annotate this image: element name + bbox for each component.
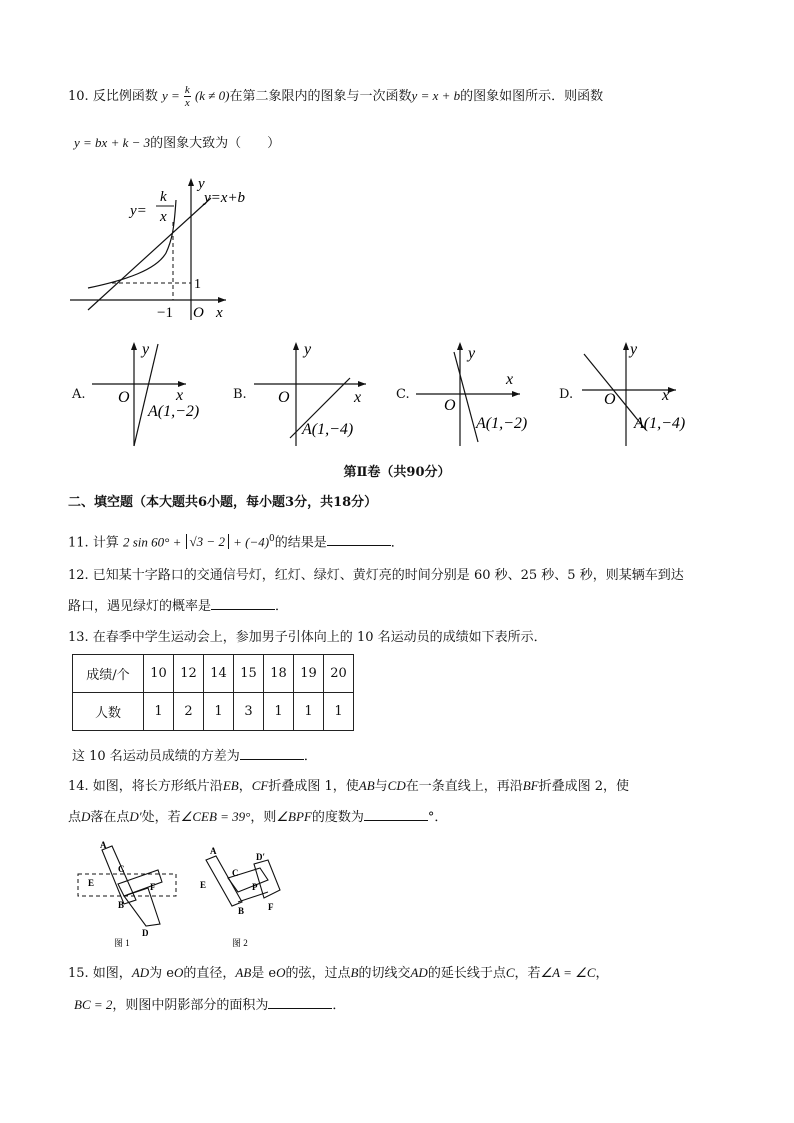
fig1-caption: 图 1 [114, 938, 130, 948]
hyperbola-label-num: k [160, 189, 167, 205]
fig2-strip-left [206, 856, 242, 906]
table-cell: 2 [174, 693, 204, 731]
fig2-label-d-prime: D′ [256, 852, 266, 862]
option-a-line [134, 344, 158, 446]
fig2-label-b: B [238, 906, 245, 916]
option-d-point-label: A(1,−4) [634, 415, 686, 432]
main-one-label: 1 [194, 277, 201, 292]
option-c-graph [410, 338, 545, 450]
fig2-label-e: E [200, 880, 207, 890]
fig2-label-f: F [268, 902, 274, 912]
table-cell: 19 [294, 655, 324, 693]
q12-answer-blank [211, 597, 275, 610]
option-b-x-arrow [358, 381, 366, 387]
q10-line1: 10. 反比例函数 y = $\frac{k}{x}$ (k ≠ 0)在第二象限内的图象与一次函数y = x + b的图象如图所示．则函数 [68, 84, 604, 109]
option-d-y-arrow [623, 342, 629, 350]
option-c-letter: C. [396, 387, 410, 402]
option-c-x-arrow [512, 391, 520, 397]
q10-line2: y = bx + k − 3的图象大致为（ ） [74, 135, 281, 151]
option-a-y-label: y [142, 341, 150, 358]
option-d-origin: O [604, 391, 616, 408]
option-d-graph [576, 338, 711, 450]
option-a-point-label: A(1,−2) [148, 403, 200, 420]
table-cell: 1 [324, 693, 354, 731]
fig2-label-c: C [232, 868, 239, 878]
table-cell: 1 [294, 693, 324, 731]
main-y-arrow [188, 178, 194, 186]
option-a-letter: A. [72, 387, 86, 402]
main-origin-label: O [193, 305, 204, 321]
table-cell: 1 [144, 693, 174, 731]
table-header-count: 人数 [73, 693, 144, 731]
fig1-label-d: D [142, 928, 149, 938]
option-c-origin: O [444, 397, 456, 414]
option-a-x-label: x [176, 387, 184, 404]
q14-line1: 14. 如图，将长方形纸片沿EB，CF折叠成图 1，使AB与CD在一条直线上，再沿BF折叠成图 2，使 [68, 778, 630, 794]
hyperbola-label-den: x [160, 209, 167, 225]
option-c-y-label: y [468, 345, 476, 362]
table-cell: 20 [324, 655, 354, 693]
q10-fraction: $\frac{k}{x}$ [184, 84, 190, 109]
q14-line2: 点D落在点D′处，若∠CEB = 39°，则∠BPF的度数为 °． [68, 809, 448, 825]
main-x-label: x [216, 305, 223, 321]
option-b-x-label: x [354, 389, 362, 406]
option-c-y-arrow [457, 342, 463, 350]
option-a-origin: O [118, 389, 130, 406]
q13-score-table [72, 654, 354, 731]
q14-figure-1 [72, 838, 182, 950]
table-header-score: 成绩/个 [73, 655, 144, 693]
fig1-label-c: C [118, 864, 125, 874]
option-d-x-arrow [668, 387, 676, 393]
q15-line1: 15. 如图，AD为 eO的直径，AB是 eO的弦，过点B的切线交AD的延长线于点C，若∠A = ∠C， [68, 965, 609, 981]
q12-line1: 12. 已知某十字路口的交通信号灯，红灯、绿灯、黄灯亮的时间分别是 60 秒、25 秒、5 秒，则某辆车到达 [68, 568, 684, 583]
table-cell: 14 [204, 655, 234, 693]
option-b-point-label: A(1,−4) [302, 421, 354, 438]
option-d-x-label: x [662, 387, 670, 404]
option-a-y-arrow [131, 342, 137, 350]
table-row [73, 693, 354, 731]
fig2-caption: 图 2 [232, 938, 248, 948]
main-x-arrow [218, 297, 226, 303]
main-neg1-label: −1 [157, 305, 173, 321]
option-c-point-label: A(1,−2) [476, 415, 528, 432]
option-b-graph [248, 338, 383, 450]
q14-figure-2 [198, 842, 288, 950]
q14-answer-blank [364, 808, 428, 821]
table-cell: 10 [144, 655, 174, 693]
table-cell: 15 [234, 655, 264, 693]
q15-line2: BC = 2，则图中阴影部分的面积为 ． [74, 997, 346, 1013]
table-cell: 1 [204, 693, 234, 731]
fig1-label-f: F [150, 882, 156, 892]
option-b-letter: B. [233, 387, 247, 402]
main-y-label: y [198, 176, 205, 192]
fig2-label-p: P [252, 882, 258, 892]
q13-line1: 13. 在春季中学生运动会上，参加男子引体向上的 10 名运动员的成绩如下表所示． [68, 630, 547, 645]
option-c-line [454, 352, 478, 442]
q11-absolute-value: √3 − 2 [186, 534, 229, 549]
table-cell: 18 [264, 655, 294, 693]
fig1-label-a: A [100, 840, 107, 850]
option-b-y-arrow [293, 342, 299, 350]
main-function-graph [66, 170, 266, 325]
q15-answer-blank [268, 996, 332, 1009]
q11-line: 11. 计算 2 $\sin 60^\circ + √3 - 2 + (-4)^0$的结果是 ． [68, 534, 404, 551]
fig1-strip-upper [102, 846, 136, 904]
linear-function-line [88, 198, 211, 310]
option-b-y-label: y [304, 341, 312, 358]
option-b-origin: O [278, 389, 290, 406]
section2-title: 第Ⅱ卷（共90分） [343, 465, 451, 480]
fig1-label-b: B [118, 900, 125, 910]
q11-answer-blank [327, 533, 391, 546]
line-label: y=x+b [204, 190, 246, 206]
hyperbola-label-prefix: y= [130, 203, 147, 219]
fig1-strip-lower [124, 888, 160, 926]
option-d-y-label: y [630, 341, 638, 358]
q13-line2: 这 10 名运动员成绩的方差为 ． [72, 749, 317, 764]
q11-number: 11. [68, 535, 89, 551]
fig2-label-a: A [210, 846, 217, 856]
table-row [73, 655, 354, 693]
q12-line2: 路口，遇见绿灯的概率是 ． [68, 599, 289, 614]
table-cell: 3 [234, 693, 264, 731]
option-c-x-label: x [506, 371, 514, 388]
fill-in-section-heading: 二、填空题（本大题共6小题，每小题3分，共18分） [68, 495, 378, 510]
table-cell: 12 [174, 655, 204, 693]
q10-number: 10. [68, 89, 89, 104]
table-cell: 1 [264, 693, 294, 731]
fig1-label-e: E [88, 878, 95, 888]
option-a-graph [86, 338, 221, 450]
option-d-letter: D. [559, 387, 574, 402]
q13-answer-blank [240, 747, 304, 760]
